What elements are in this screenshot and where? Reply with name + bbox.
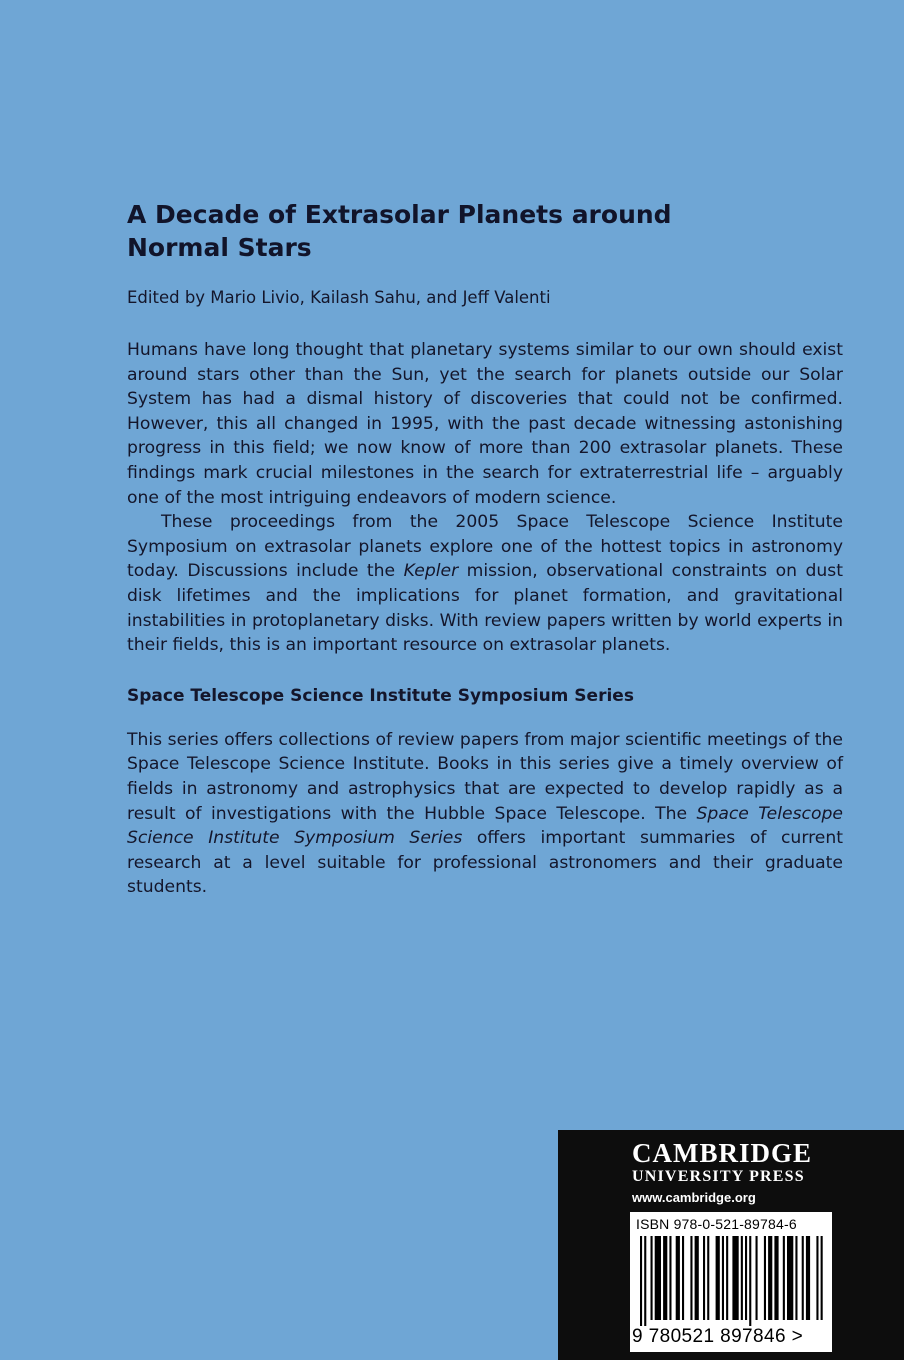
barcode-label xyxy=(630,1212,832,1352)
barcode-bar xyxy=(756,1236,758,1320)
description-paragraph-2-end: mission, observational constraints on dust disk lifetimes and the implications for planet formation, and gravitational instabilities in protoplanetary disks. With review papers written by world experts in their fields, this is an important resource on extrasolar planets. xyxy=(127,561,843,656)
barcode-bar xyxy=(722,1236,724,1320)
description-paragraph-1: Humans have long thought that planetary systems similar to our own should exist around stars other than the Sun, yet the search for planets outside our Solar System has had a dismal history of discoveries that could not be confirmed. However, this all changed in 1995, with the past decade witnessing astonishing progress in this field; we now know of more than 200 extrasolar planets. These findings mark crucial milestones in the search for extraterrestrial life – arguably one of the most intriguing endeavors of modern science. xyxy=(127,340,843,508)
barcode-digits: 9 780521 897846 > xyxy=(632,1326,804,1347)
book-description xyxy=(127,338,843,658)
series-paragraph xyxy=(127,728,843,900)
isbn-text: ISBN 978-0-521-89784-6 xyxy=(636,1216,797,1232)
barcode-bar xyxy=(707,1236,709,1320)
series-heading: Space Telescope Science Institute Symposium Series xyxy=(127,685,634,706)
description-paragraph-2 xyxy=(127,510,843,658)
series-text-start: This series offers collections of review papers from major scientific meetings of the Space Telescope Science Institute. Books in this series give a timely overview of fields in astronomy and astrophysics that are expected to develop rapidly as a result of investigations with the Hubble Space Telescope. The xyxy=(127,729,843,824)
barcode-bar xyxy=(774,1236,778,1320)
barcode-image xyxy=(638,1236,826,1326)
barcode-bar xyxy=(676,1236,680,1320)
series-text-end: offers important summaries of current research at a level suitable for professional astronomers and their graduate students. xyxy=(127,828,843,898)
barcode-bar xyxy=(783,1236,785,1320)
book-title-line-1: A Decade of Extrasolar Planets around xyxy=(127,200,672,229)
barcode-bar xyxy=(716,1236,720,1320)
barcode-bar xyxy=(806,1236,810,1320)
barcode-bar xyxy=(787,1236,793,1320)
publisher-block xyxy=(558,1130,904,1360)
barcode-bar xyxy=(795,1236,797,1320)
barcode-bar xyxy=(816,1236,818,1320)
series-description xyxy=(127,728,843,900)
barcode-bar xyxy=(663,1236,667,1320)
barcode-bar xyxy=(644,1236,646,1326)
barcode-bar xyxy=(669,1236,671,1320)
barcode-bar xyxy=(764,1236,766,1320)
kepler-italic: Kepler xyxy=(403,561,459,582)
barcode-bar xyxy=(640,1236,642,1326)
editors-line: Edited by Mario Livio, Kailash Sahu, and Jeff Valenti xyxy=(127,288,551,307)
barcode-bar xyxy=(732,1236,738,1320)
barcode-bar xyxy=(745,1236,747,1320)
barcode-bar xyxy=(821,1236,823,1320)
barcode-bar xyxy=(703,1236,705,1320)
publisher-name: CAMBRIDGE xyxy=(632,1138,813,1168)
series-name-italic: Space Telescope Science Institute Symposium Series xyxy=(127,803,843,849)
barcode-bar xyxy=(651,1236,653,1320)
publisher-url[interactable]: www.cambridge.org xyxy=(632,1190,756,1205)
book-title-line-2: Normal Stars xyxy=(127,233,312,262)
description-paragraph-2-start: These proceedings from the 2005 Space Telescope Science Institute Symposium on extrasolar planets explore one of the hottest topics in astronomy today. Discussions include the xyxy=(127,512,843,582)
barcode-bar xyxy=(726,1236,728,1320)
publisher-subtitle: UNIVERSITY PRESS xyxy=(632,1168,805,1185)
barcode-bar xyxy=(749,1236,751,1326)
barcode-bar xyxy=(768,1236,772,1320)
barcode-bar xyxy=(655,1236,661,1320)
barcode-bar xyxy=(690,1236,692,1320)
back-cover-text xyxy=(127,198,843,900)
barcode-bar xyxy=(741,1236,743,1320)
barcode-bar xyxy=(682,1236,684,1320)
book-title xyxy=(127,198,843,264)
barcode-bar xyxy=(802,1236,804,1320)
barcode-bar xyxy=(695,1236,699,1320)
